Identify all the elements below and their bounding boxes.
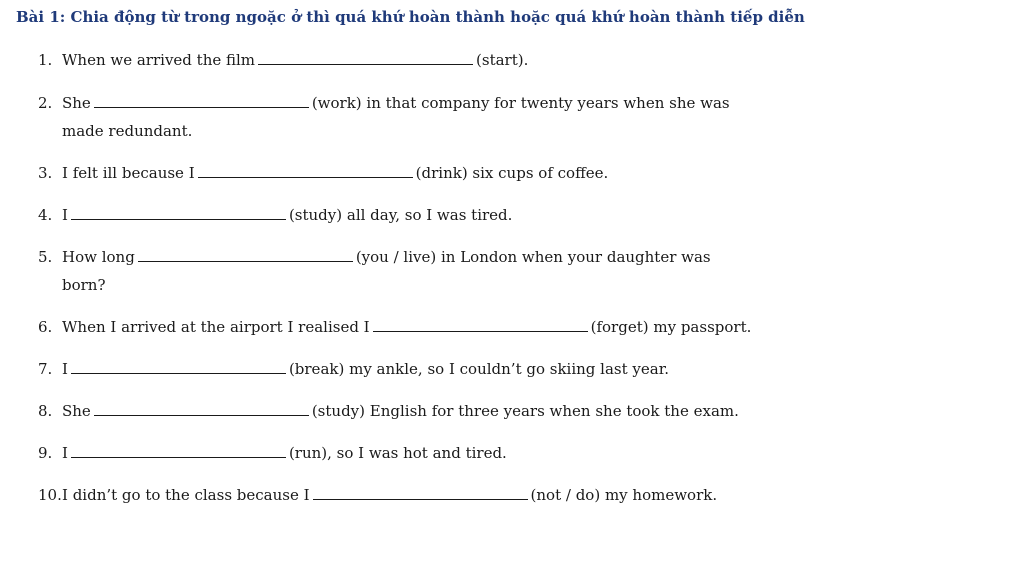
item-continuation: made redundant.: [62, 122, 193, 140]
answer-blank-5[interactable]: [138, 247, 353, 262]
item-text-after: (forget) my passport.: [590, 318, 752, 336]
answer-blank-9[interactable]: [71, 443, 286, 458]
exercise-item-1: [38, 46, 528, 74]
item-text-after: (you / live) in London when your daughter was: [355, 248, 711, 266]
item-text-before: I: [62, 206, 68, 224]
item-text-after: (study) English for three years when she took the exam.: [311, 402, 739, 420]
item-text-after: (work) in that company for twenty years when she was: [311, 94, 730, 112]
item-number: 9.: [38, 444, 53, 462]
item-number: 6.: [38, 318, 53, 336]
item-text-before: She: [62, 94, 91, 112]
item-text-after: (not / do) my homework.: [530, 486, 718, 504]
item-text-after: (start).: [476, 51, 529, 69]
item-text-before: How long: [62, 248, 135, 266]
exercise-item-4: [38, 201, 512, 229]
item-number: 5.: [38, 248, 53, 266]
exercise-item-6: [38, 313, 751, 341]
item-text-before: I: [62, 360, 68, 378]
item-number: 3.: [38, 164, 53, 182]
exercise-title: Bài 1: Chia động từ trong ngoặc ở thì quá khứ hoàn thành hoặc quá khứ hoàn thành tiếp diễn: [16, 8, 805, 26]
answer-blank-4[interactable]: [71, 205, 286, 220]
item-text-before: She: [62, 402, 91, 420]
item-text-before: I: [62, 444, 68, 462]
item-number: 2.: [38, 94, 53, 112]
item-continuation: born?: [62, 276, 106, 294]
item-text-after: (study) all day, so I was tired.: [288, 206, 513, 224]
answer-blank-8[interactable]: [94, 401, 309, 416]
item-number: 10.: [38, 486, 62, 504]
exercise-item-10: [38, 481, 717, 509]
exercise-item-7: [38, 355, 669, 383]
item-text-before: When I arrived at the airport I realised I: [62, 318, 370, 336]
exercise-item-5: [38, 243, 711, 299]
exercise-item-2: [38, 89, 730, 145]
exercise-item-3: [38, 159, 608, 187]
answer-blank-3[interactable]: [198, 163, 413, 178]
item-number: 1.: [38, 51, 53, 69]
item-number: 8.: [38, 402, 53, 420]
answer-blank-7[interactable]: [71, 359, 286, 374]
exercise-item-9: [38, 439, 507, 467]
item-text-after: (run), so I was hot and tired.: [288, 444, 507, 462]
answer-blank-1[interactable]: [258, 50, 473, 65]
answer-blank-10[interactable]: [313, 485, 528, 500]
item-text-before: When we arrived the film: [62, 51, 256, 69]
answer-blank-6[interactable]: [373, 317, 588, 332]
item-text-before: I felt ill because I: [62, 164, 195, 182]
item-text-after: (break) my ankle, so I couldn’t go skiing last year.: [288, 360, 669, 378]
answer-blank-2[interactable]: [94, 93, 309, 108]
item-number: 7.: [38, 360, 53, 378]
item-text-before: I didn’t go to the class because I: [62, 486, 310, 504]
exercise-item-8: [38, 397, 739, 425]
item-number: 4.: [38, 206, 53, 224]
item-text-after: (drink) six cups of coffee.: [415, 164, 609, 182]
